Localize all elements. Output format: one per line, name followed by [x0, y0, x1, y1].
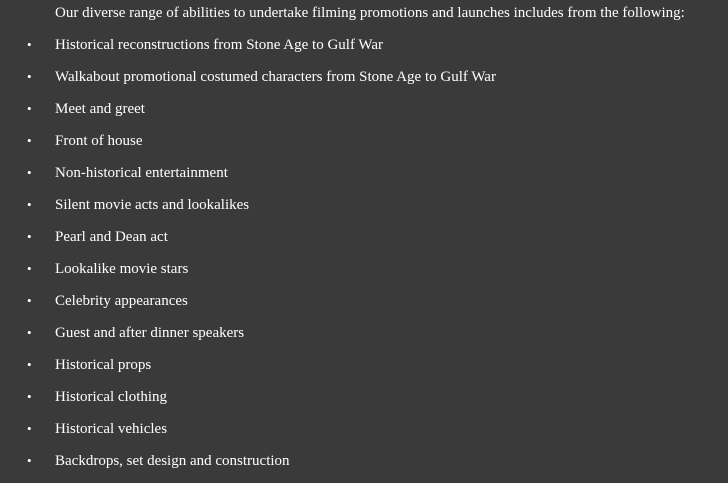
bullet-icon: • — [27, 293, 32, 308]
intro-text: Our diverse range of abilities to undertake filming promotions and launches includes from the following: — [55, 5, 685, 21]
bullet-icon: • — [27, 325, 32, 340]
list-item-label: Meet and greet — [55, 101, 145, 117]
bullet-icon: • — [27, 453, 32, 468]
list-item-label: Silent movie acts and lookalikes — [55, 197, 250, 213]
list-item-label: Walkabout promotional costumed characters from Stone Age to Gulf War — [55, 69, 496, 85]
list-item-label: Non-historical entertainment — [55, 165, 228, 181]
bullet-icon: • — [27, 357, 32, 372]
bullet-icon: • — [27, 421, 32, 436]
list-item-label: Backdrops, set design and construction — [55, 453, 290, 469]
list-item-label: Guest and after dinner speakers — [55, 325, 245, 341]
list-item-label: Lookalike movie stars — [55, 261, 189, 277]
bullet-icon: • — [27, 197, 32, 212]
bullet-icon: • — [27, 101, 32, 116]
list-item-label: Historical props — [55, 357, 152, 373]
bullet-icon: • — [27, 69, 32, 84]
bullet-icon: • — [27, 389, 32, 404]
bullet-icon: • — [27, 229, 32, 244]
bullet-icon: • — [27, 165, 32, 180]
bullet-icon: • — [27, 261, 32, 276]
bullet-icon: • — [27, 133, 32, 148]
list-item-label: Celebrity appearances — [55, 293, 188, 309]
bullet-icon: • — [27, 37, 32, 52]
list-item-label: Historical clothing — [55, 389, 168, 405]
list-item-label: Front of house — [55, 133, 143, 149]
list-item-label: Historical vehicles — [55, 421, 168, 437]
list-item-label: Historical reconstructions from Stone Age to Gulf War — [55, 37, 384, 53]
list-item-label: Pearl and Dean act — [55, 229, 168, 245]
